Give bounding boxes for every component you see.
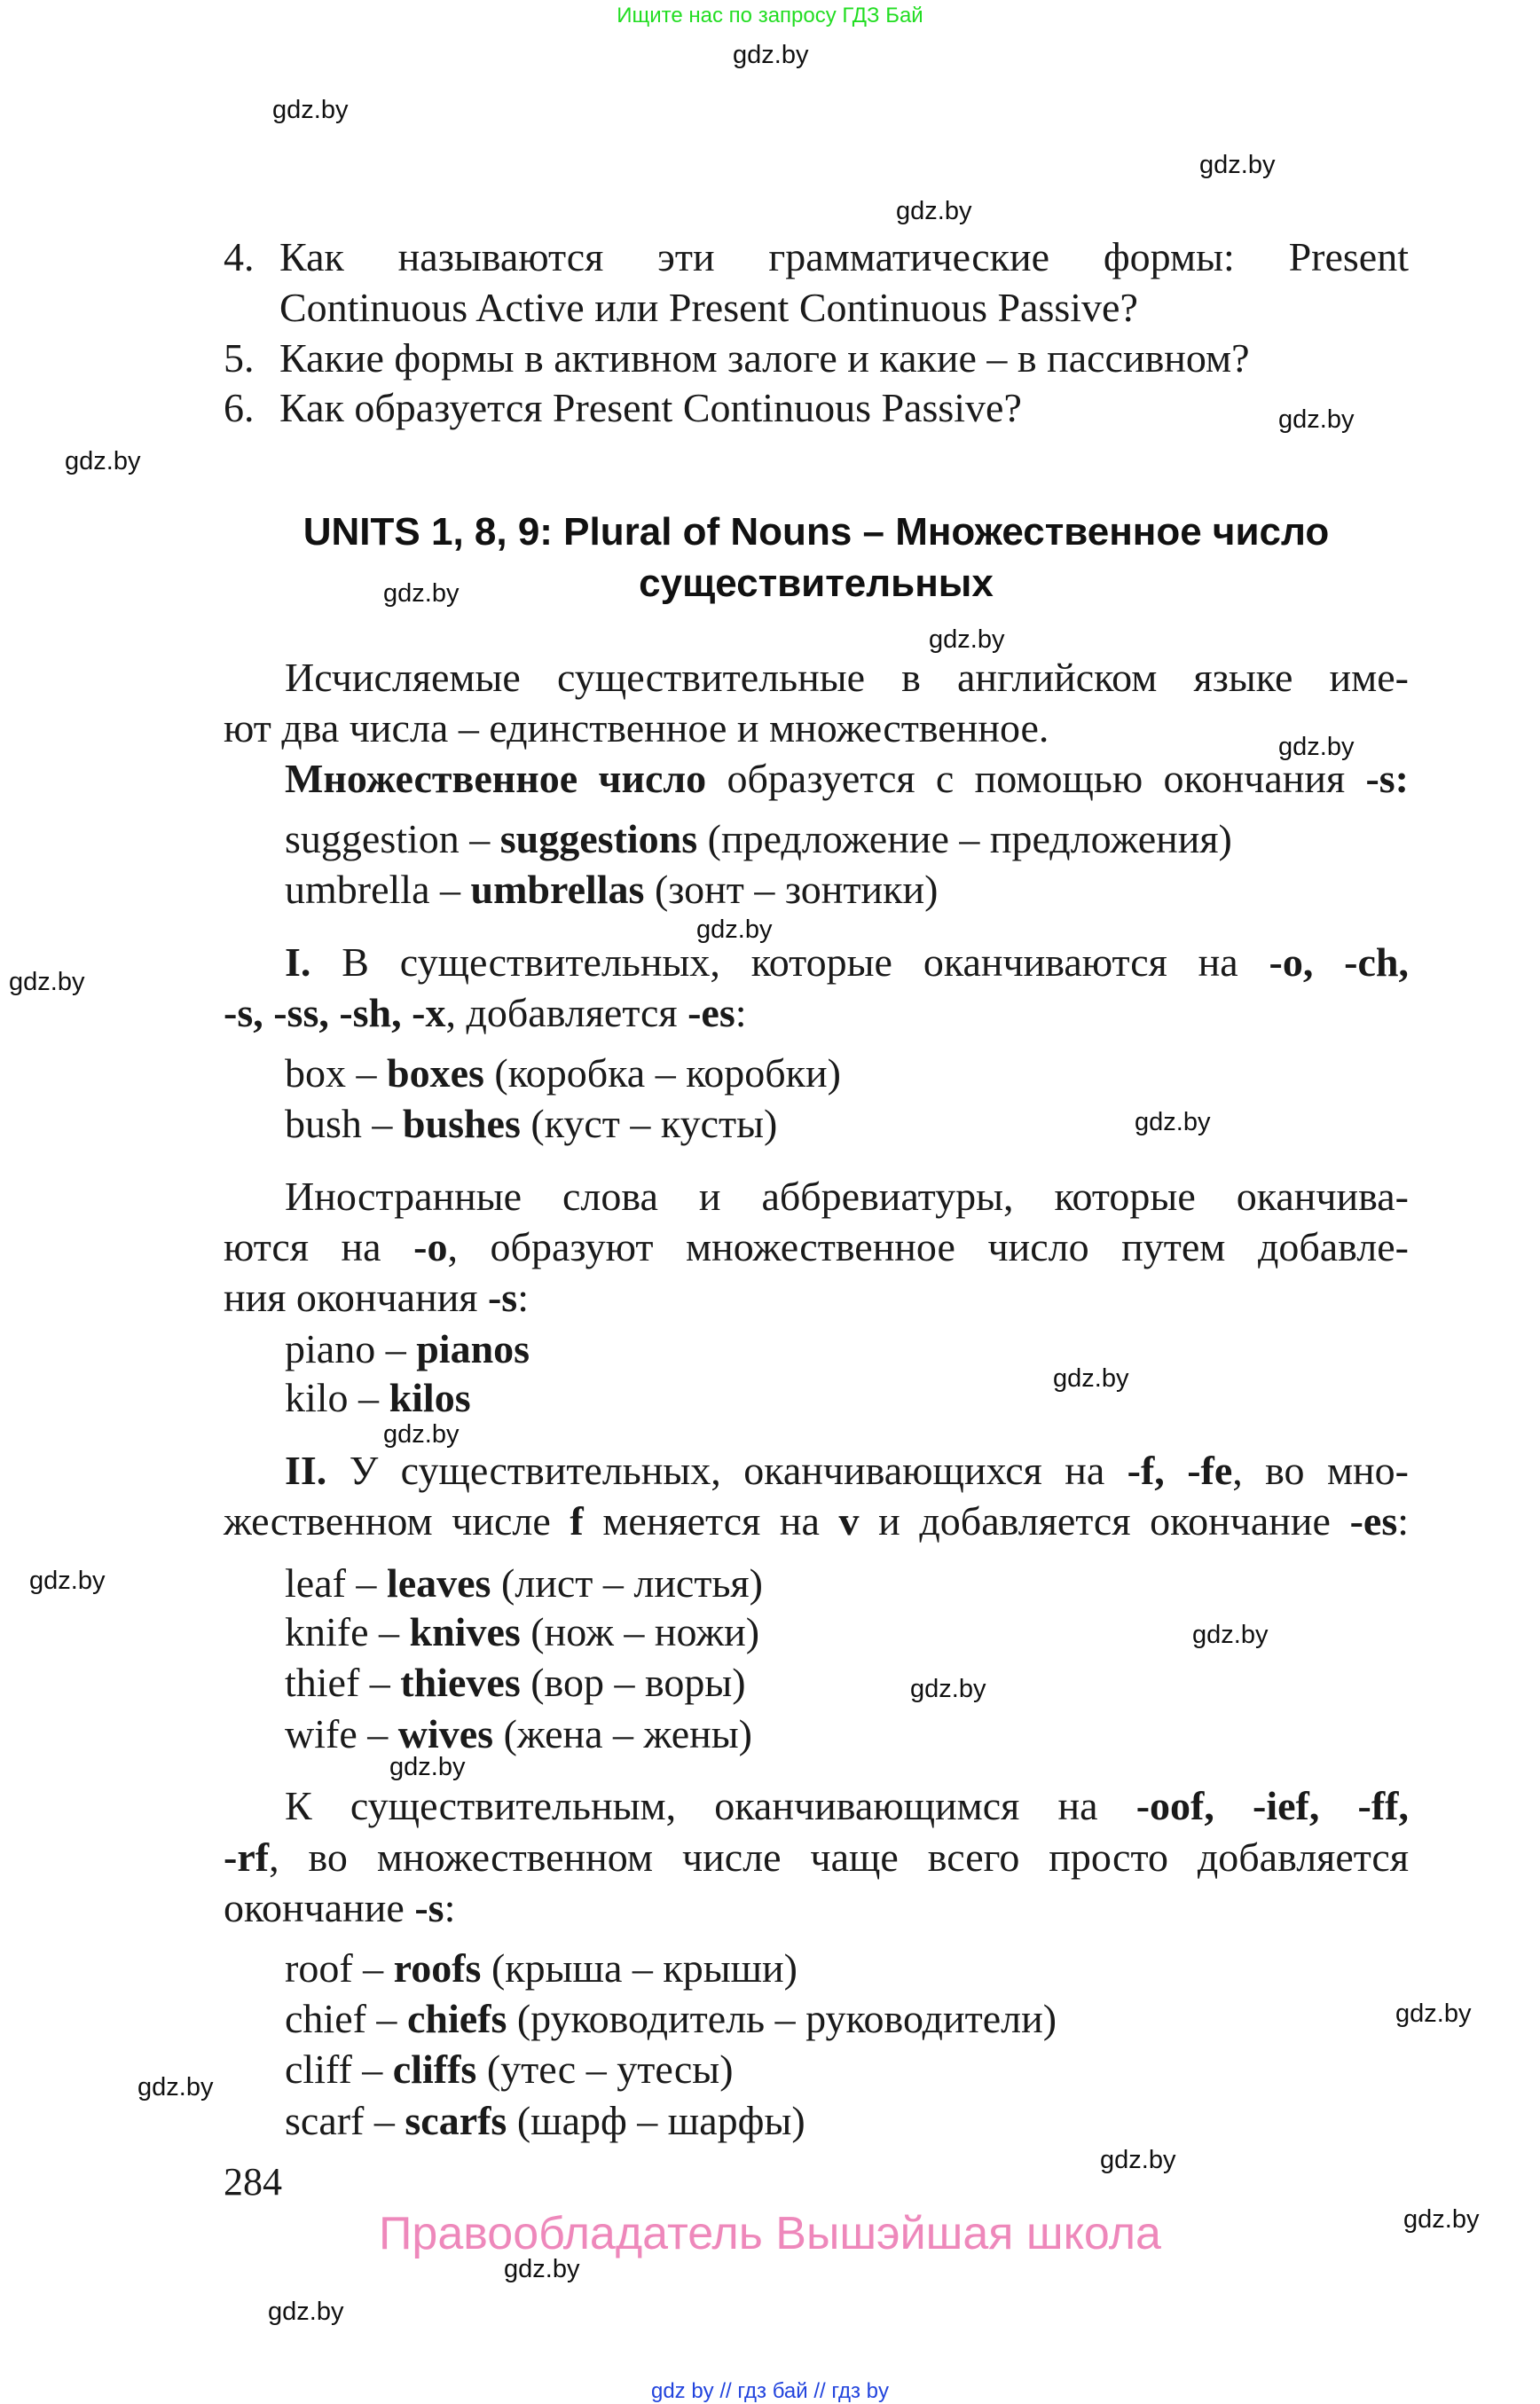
text-segment: Иностранные слова и аббревиатуры, которые оканчива- [285,1174,1409,1219]
bold-text-segment: kilos [389,1375,471,1420]
example-line [285,865,938,915]
section-heading-line-1: UNITS 1, 8, 9: Plural of Nouns – Множественное число [302,510,1330,554]
text-segment: suggestion – [285,816,500,861]
watermark: gdz.by [1395,1999,1472,2028]
bold-text-segment: -s: [1365,756,1409,801]
text-segment: bush – [285,1101,403,1146]
text-segment: Continuous Active или Present Continuous Passive? [279,285,1138,330]
bold-text-segment: -rf [224,1834,270,1880]
question-number: 5. [224,335,255,381]
bold-text-segment: -es [1349,1498,1398,1544]
watermark: gdz.by [389,1753,466,1781]
example-line [285,1607,759,1657]
text-segment: (руководитель – руководители) [507,1996,1057,2041]
bold-text-segment: umbrellas [470,867,645,912]
text-segment: (лист – листья) [491,1560,763,1606]
text-segment: У существительных, оканчивающихся на [326,1448,1128,1493]
bold-text-segment: cliffs [392,2047,477,2092]
watermark: gdz.by [383,1420,460,1449]
rule-2-line-1 [285,1446,1409,1496]
bold-text-segment: roofs [393,1945,482,1991]
text-segment: umbrella – [285,867,471,912]
bold-text-segment: thieves [400,1660,521,1705]
paragraph-6-line-3 [224,1883,1409,1933]
example-line [285,1709,752,1759]
bold-text-segment: suggestions [499,816,698,861]
bold-text-segment: knives [409,1609,521,1654]
bold-text-segment: -o, -ch, [1269,939,1409,985]
text-segment: (нож – ножи) [520,1609,760,1654]
text-segment: Как называются эти грамматические формы: Present [279,234,1409,279]
bold-text-segment: -es [688,990,735,1035]
watermark: gdz.by [1199,151,1276,179]
question-5 [279,334,1409,383]
bold-text-segment: -oof, -ief, -ff, [1135,1783,1409,1828]
text-segment: меняется на [583,1498,839,1544]
text-segment: и добавляется окончание [859,1498,1350,1544]
text-segment: образуется с помощью окончания [706,756,1366,801]
watermark: gdz.by [138,2073,214,2102]
example-line [285,2096,805,2146]
example-line [285,1373,471,1423]
question-number: 6. [224,385,255,430]
bold-text-segment: II. [285,1448,327,1493]
text-segment: Исчисляемые существительные в английском языке име- [285,655,1409,700]
watermark: gdz.by [733,41,809,69]
section-heading-line-2: существительных [639,562,994,605]
example-line [285,1324,530,1374]
question-6 [279,383,1409,433]
watermark: gdz.by [929,625,1005,654]
bold-text-segment: -f, -fe [1127,1448,1233,1493]
paragraph-4-line-1 [285,1172,1409,1222]
watermark: gdz.by [1403,2205,1480,2234]
bold-text-segment: I. [285,939,311,985]
example-line [285,1049,841,1098]
watermark: gdz.by [272,96,349,124]
text-segment: : [517,1275,529,1320]
text-segment: : [444,1885,456,1930]
text-segment: (куст – кусты) [520,1101,778,1146]
example-line [285,2045,734,2094]
watermark: gdz.by [1135,1108,1211,1136]
watermark: gdz.by [504,2255,580,2283]
paragraph-4-line-3 [224,1273,1409,1323]
text-segment: , добавляется [445,990,688,1035]
text-segment: ют два числа – единственное и множественное. [224,705,1049,750]
text-segment: : [735,990,747,1035]
text-segment: (шарф – шарфы) [507,2098,805,2143]
bold-text-segment: -s [487,1275,518,1320]
watermark: gdz.by [29,1567,106,1595]
bold-text-segment: bushes [402,1101,521,1146]
text-segment: (крыша – крыши) [481,1945,798,1991]
text-segment: ются на [224,1224,414,1269]
rule-2-line-2 [224,1497,1409,1546]
text-segment: , во мно- [1232,1448,1409,1493]
text-segment: box – [285,1050,387,1096]
text-segment: (вор – воры) [520,1660,746,1705]
text-segment: leaf – [285,1560,387,1606]
paragraph-1-line-2 [224,703,1409,753]
bold-text-segment: boxes [387,1050,484,1096]
watermark: gdz.by [1053,1364,1129,1393]
paragraph-2-line-1 [285,754,1409,804]
text-segment: knife – [285,1609,410,1654]
watermark: gdz.by [896,197,972,225]
bold-text-segment: wives [397,1711,494,1756]
text-segment: thief – [285,1660,401,1705]
text-segment: жественном числе [224,1498,570,1544]
question-number: 4. [224,234,255,279]
text-segment: Как образуется Present Continuous Passive? [279,385,1022,430]
search-hint-banner: Ищите нас по запросу ГДЗ Бай [617,4,923,27]
text-segment: Какие формы в активном залоге и какие – в пассивном? [279,335,1250,381]
text-segment: cliff – [285,2047,393,2092]
example-line [285,814,1232,864]
watermark: gdz.by [910,1675,986,1703]
text-segment: scarf – [285,2098,405,2143]
text-segment: К существительным, оканчивающимся на [285,1783,1136,1828]
watermark: gdz.by [1100,2146,1176,2174]
text-segment: , образуют множественное число путем добавле- [447,1224,1409,1269]
example-line [285,1994,1057,2044]
watermark: gdz.by [383,579,460,608]
example-line [285,1944,798,1993]
paragraph-6-line-1 [285,1781,1409,1831]
paragraph-6-line-2 [224,1833,1409,1882]
bold-text-segment: scarfs [405,2098,507,2143]
bold-text-segment: pianos [416,1326,530,1371]
paragraph-4-line-2 [224,1222,1409,1272]
example-line [285,1099,777,1149]
bold-text-segment: v [838,1498,860,1544]
bold-text-segment: -s, -ss, -sh, -x [224,990,446,1035]
watermark: gdz.by [1278,405,1355,434]
question-4-line-2 [279,283,1409,333]
bold-text-segment: -s [414,1885,444,1930]
text-segment: kilo – [285,1375,389,1420]
text-segment: (зонт – зонтики) [644,867,939,912]
text-segment: (утес – утесы) [476,2047,734,2092]
rule-1-line-1 [285,938,1409,987]
text-segment: ния окончания [224,1275,488,1320]
text-segment: piano – [285,1326,417,1371]
watermark: gdz.by [268,2298,344,2326]
watermark: gdz.by [9,968,85,996]
text-segment: (предложение – предложения) [697,816,1232,861]
example-line [285,1559,763,1608]
watermark: gdz.by [696,915,773,944]
bold-text-segment: chiefs [406,1996,507,2041]
example-line [285,1658,746,1708]
text-segment: wife – [285,1711,398,1756]
question-4-line-1 [279,232,1409,282]
paragraph-1-line-1 [285,653,1409,703]
text-segment: (коробка – коробки) [483,1050,841,1096]
text-segment: , во множественном числе чаще всего просто добавляется [269,1834,1409,1880]
page-number: 284 [224,2160,282,2204]
text-segment: : [1397,1498,1409,1544]
watermark: gdz.by [1192,1621,1269,1649]
text-segment: chief – [285,1996,407,2041]
text-segment: окончание [224,1885,415,1930]
watermark: gdz.by [65,447,141,475]
bold-text-segment: leaves [386,1560,491,1606]
bold-text-segment: Множественное число [285,756,707,801]
watermark: gdz.by [1278,733,1355,761]
bold-text-segment: f [570,1498,584,1544]
text-segment: roof – [285,1945,394,1991]
text-segment: (жена – жены) [493,1711,752,1756]
bold-text-segment: -o [413,1224,448,1269]
rule-1-line-2 [224,988,1409,1038]
copyright-notice: Правообладатель Вышэйшая школа [379,2208,1161,2259]
footer-links[interactable]: gdz by // гдз бай // гдз by [650,2379,890,2403]
text-segment: В существительных, которые оканчиваются на [310,939,1269,985]
